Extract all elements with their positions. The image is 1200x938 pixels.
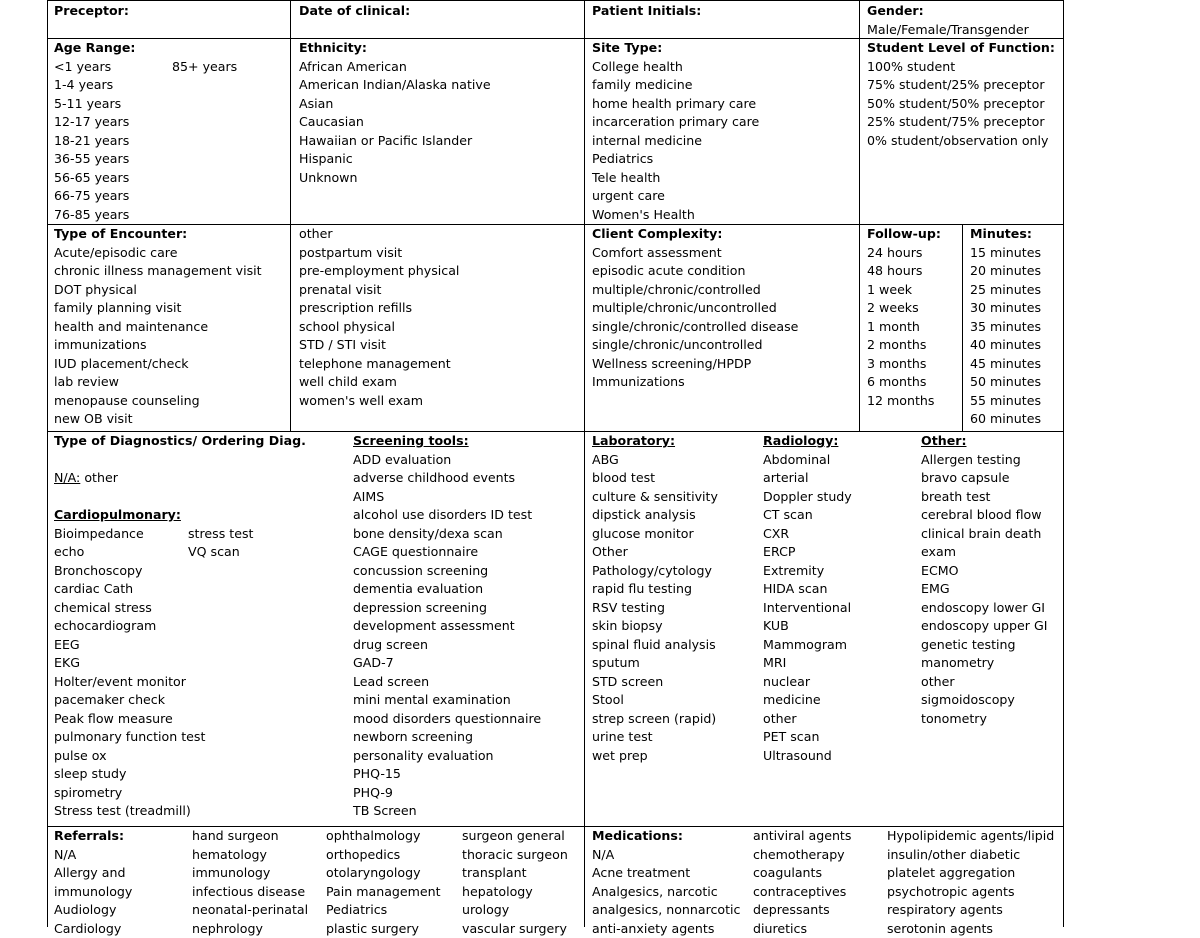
list-item: medicine	[763, 691, 852, 710]
list-item: RSV testing	[592, 599, 718, 618]
list-item: 1 month	[867, 318, 941, 337]
list-item: dementia evaluation	[353, 580, 541, 599]
list-item: single/chronic/controlled disease	[592, 318, 798, 337]
list-item: Ultrasound	[763, 747, 852, 766]
age-range-first-line	[54, 58, 135, 77]
ethnicity-list	[299, 58, 491, 188]
list-item: concussion screening	[353, 562, 541, 581]
list-item: Cardiology	[54, 920, 132, 938]
list-item: pacemaker check	[54, 691, 306, 710]
list-item: echocardiogram	[54, 617, 306, 636]
followup-label: Follow-up:	[867, 225, 941, 244]
list-item: 12 months	[867, 392, 941, 411]
list-item: development assessment	[353, 617, 541, 636]
list-item: cerebral blood flow	[921, 506, 1047, 525]
list-item: 50 minutes	[970, 373, 1041, 392]
list-item: PHQ-15	[353, 765, 541, 784]
list-item: 1 week	[867, 281, 941, 300]
list-item: HIDA scan	[763, 580, 852, 599]
age-range-cell	[54, 39, 135, 224]
list-item: urology	[462, 901, 568, 920]
list-item: pre-employment physical	[299, 262, 459, 281]
list-item: PET scan	[763, 728, 852, 747]
list-item: otolaryngology	[326, 864, 441, 883]
list-item: menopause counseling	[54, 392, 262, 411]
list-item: wet prep	[592, 747, 718, 766]
list-item: TB Screen	[353, 802, 541, 821]
list-item: mood disorders questionnaire	[353, 710, 541, 729]
age-range-item: 56-65 years	[54, 169, 135, 188]
complexity-cell	[592, 225, 798, 392]
list-item: bone density/dexa scan	[353, 525, 541, 544]
list-item: home health primary care	[592, 95, 759, 114]
screening-label: Screening tools:	[353, 432, 541, 451]
list-item: chemical stress	[54, 599, 306, 618]
list-item: 6 months	[867, 373, 941, 392]
laboratory-label: Laboratory:	[592, 432, 718, 451]
laboratory-list	[592, 451, 718, 766]
age-range-item: 66-75 years	[54, 187, 135, 206]
age-range-list	[54, 76, 135, 224]
list-item: nuclear	[763, 673, 852, 692]
list-item: glucose monitor	[592, 525, 718, 544]
list-item: surgeon general	[462, 827, 568, 846]
list-item: postpartum visit	[299, 244, 459, 263]
list-item: 2 months	[867, 336, 941, 355]
list-item: Pediatrics	[592, 150, 759, 169]
list-item: 55 minutes	[970, 392, 1041, 411]
list-item: 60 minutes	[970, 410, 1041, 429]
list-item: sigmoidoscopy	[921, 691, 1047, 710]
list-item: ophthalmology	[326, 827, 441, 846]
list-item: Lead screen	[353, 673, 541, 692]
list-item: VQ scan	[188, 543, 240, 562]
minutes-label: Minutes:	[970, 225, 1041, 244]
list-item: hematology	[192, 846, 308, 865]
list-item: chemotherapy	[753, 846, 851, 865]
radiology-label: Radiology:	[763, 432, 852, 451]
list-item: thoracic surgeon	[462, 846, 568, 865]
list-item: CXR	[763, 525, 852, 544]
list-item: pulse ox	[54, 747, 306, 766]
encounter-cell	[54, 225, 262, 429]
list-item: 35 minutes	[970, 318, 1041, 337]
list-item: 30 minutes	[970, 299, 1041, 318]
list-item: N/A	[592, 846, 740, 865]
student-level-cell	[867, 39, 1055, 150]
age-range-item: 1-4 years	[54, 76, 135, 95]
radiology-cell	[763, 432, 852, 765]
list-item: AIMS	[353, 488, 541, 507]
medications-list-3	[887, 827, 1054, 938]
list-item: Holter/event monitor	[54, 673, 306, 692]
list-item: Stress test (treadmill)	[54, 802, 306, 821]
list-item: IUD placement/check	[54, 355, 262, 374]
list-item: STD / STI visit	[299, 336, 459, 355]
column-divider	[962, 224, 963, 431]
list-item: anti-anxiety agents	[592, 920, 740, 938]
list-item: N/A	[54, 846, 132, 865]
table-border-left	[47, 0, 48, 927]
list-item: other	[763, 710, 852, 729]
list-item: breath test	[921, 488, 1047, 507]
list-item: Allergy and	[54, 864, 132, 883]
list-item: respiratory agents	[887, 901, 1054, 920]
list-item: 48 hours	[867, 262, 941, 281]
list-item: PHQ-9	[353, 784, 541, 803]
referrals-col-1	[54, 827, 132, 938]
list-item: Women's Health	[592, 206, 759, 225]
list-item: internal medicine	[592, 132, 759, 151]
radiology-list	[763, 451, 852, 766]
list-item: multiple/chronic/uncontrolled	[592, 299, 798, 318]
cardiopulmonary-label: Cardiopulmonary:	[54, 506, 306, 525]
referrals-list-4	[462, 827, 568, 938]
list-item: prenatal visit	[299, 281, 459, 300]
list-item: immunizations	[54, 336, 262, 355]
list-item: 25 minutes	[970, 281, 1041, 300]
list-item: alcohol use disorders ID test	[353, 506, 541, 525]
list-item: KUB	[763, 617, 852, 636]
list-item: hand surgeon	[192, 827, 308, 846]
list-item: bravo capsule	[921, 469, 1047, 488]
list-item: spirometry	[54, 784, 306, 803]
list-item: 0% student/observation only	[867, 132, 1055, 151]
list-item: clinical brain death	[921, 525, 1047, 544]
age-range-item: 12-17 years	[54, 113, 135, 132]
list-item: chronic illness management visit	[54, 262, 262, 281]
list-item: drug screen	[353, 636, 541, 655]
list-item: Mammogram	[763, 636, 852, 655]
medications-label: Medications:	[592, 827, 740, 846]
list-item: transplant	[462, 864, 568, 883]
screening-list	[353, 451, 541, 821]
list-item: Pain management	[326, 883, 441, 902]
list-item: prescription refills	[299, 299, 459, 318]
list-item: 75% student/25% preceptor	[867, 76, 1055, 95]
list-item: episodic acute condition	[592, 262, 798, 281]
list-item: Abdominal	[763, 451, 852, 470]
list-item: Allergen testing	[921, 451, 1047, 470]
list-item: contraceptives	[753, 883, 851, 902]
list-item: immunology	[192, 864, 308, 883]
medications-col-2	[753, 827, 851, 938]
list-item: 15 minutes	[970, 244, 1041, 263]
list-item: manometry	[921, 654, 1047, 673]
list-item: Hawaiian or Pacific Islander	[299, 132, 491, 151]
age-range-item: 5-11 years	[54, 95, 135, 114]
complexity-list	[592, 244, 798, 392]
list-item: Audiology	[54, 901, 132, 920]
list-item: urine test	[592, 728, 718, 747]
list-item: 3 months	[867, 355, 941, 374]
list-item: tonometry	[921, 710, 1047, 729]
site-type-label: Site Type:	[592, 39, 759, 58]
column-divider	[290, 0, 291, 431]
list-item: 45 minutes	[970, 355, 1041, 374]
medications-col-3	[887, 827, 1054, 938]
encounter-list-2	[299, 225, 459, 410]
table-border-top	[47, 0, 1064, 1]
list-item: Pediatrics	[326, 901, 441, 920]
list-item: personality evaluation	[353, 747, 541, 766]
list-item: other	[299, 225, 459, 244]
referrals-list-1	[54, 846, 132, 938]
age-range-item: 36-55 years	[54, 150, 135, 169]
list-item: psychotropic agents	[887, 883, 1054, 902]
diagnostics-label: Type of Diagnostics/ Ordering Diag.	[54, 432, 306, 451]
cardiopulmonary-pairs	[54, 525, 306, 562]
list-item: mini mental examination	[353, 691, 541, 710]
list-item: 100% student	[867, 58, 1055, 77]
age-range-item: 18-21 years	[54, 132, 135, 151]
list-item: STD screen	[592, 673, 718, 692]
list-item: 24 hours	[867, 244, 941, 263]
cardiopulmonary-pair	[54, 525, 306, 544]
ethnicity-cell	[299, 39, 491, 187]
list-item: endoscopy lower GI	[921, 599, 1047, 618]
na-line	[54, 469, 306, 488]
list-item: Caucasian	[299, 113, 491, 132]
list-item: orthopedics	[326, 846, 441, 865]
referrals-list-3	[326, 827, 441, 938]
list-item: skin biopsy	[592, 617, 718, 636]
list-item: Analgesics, narcotic	[592, 883, 740, 902]
clinical-log-form	[47, 0, 1064, 927]
list-item: Bioimpedance	[54, 526, 144, 541]
list-item: College health	[592, 58, 759, 77]
list-item: multiple/chronic/controlled	[592, 281, 798, 300]
ethnicity-label: Ethnicity:	[299, 39, 491, 58]
list-item: Unknown	[299, 169, 491, 188]
list-item: ADD evaluation	[353, 451, 541, 470]
minutes-cell	[970, 225, 1041, 429]
list-item: arterial	[763, 469, 852, 488]
list-item: plastic surgery	[326, 920, 441, 938]
list-item: Hispanic	[299, 150, 491, 169]
list-item: 25% student/75% preceptor	[867, 113, 1055, 132]
list-item: GAD-7	[353, 654, 541, 673]
list-item: EEG	[54, 636, 306, 655]
column-divider	[859, 0, 860, 431]
medications-col-1	[592, 827, 740, 938]
followup-cell	[867, 225, 941, 410]
list-item: ERCP	[763, 543, 852, 562]
medications-list-2	[753, 827, 851, 938]
encounter-cell-2	[299, 225, 459, 410]
list-item: Immunizations	[592, 373, 798, 392]
list-item: neonatal-perinatal	[192, 901, 308, 920]
list-item: 50% student/50% preceptor	[867, 95, 1055, 114]
list-item: Wellness screening/HPDP	[592, 355, 798, 374]
list-item: dipstick analysis	[592, 506, 718, 525]
list-item: Asian	[299, 95, 491, 114]
list-item: telephone management	[299, 355, 459, 374]
list-item: genetic testing	[921, 636, 1047, 655]
list-item: Peak flow measure	[54, 710, 306, 729]
referrals-col-3	[326, 827, 441, 938]
list-item: culture & sensitivity	[592, 488, 718, 507]
list-item: nephrology	[192, 920, 308, 938]
age-under-1: <1 years	[54, 59, 111, 74]
list-item: well child exam	[299, 373, 459, 392]
list-item: Hypolipidemic agents/lipid	[887, 827, 1054, 846]
list-item: DOT physical	[54, 281, 262, 300]
list-item: hepatology	[462, 883, 568, 902]
laboratory-cell	[592, 432, 718, 765]
list-item: 2 weeks	[867, 299, 941, 318]
list-item: Pathology/cytology	[592, 562, 718, 581]
age-range-label: Age Range:	[54, 39, 135, 58]
site-type-cell	[592, 39, 759, 224]
list-item: CAGE questionnaire	[353, 543, 541, 562]
referrals-list-2	[192, 827, 308, 938]
medications-list-1	[592, 846, 740, 938]
na-label: N/A:	[54, 470, 80, 485]
list-item: serotonin agents	[887, 920, 1054, 938]
referrals-col-2	[192, 827, 308, 938]
list-item: Comfort assessment	[592, 244, 798, 263]
list-item: other	[921, 673, 1047, 692]
list-item: diuretics	[753, 920, 851, 938]
list-item: health and maintenance	[54, 318, 262, 337]
list-item: exam	[921, 543, 1047, 562]
other-label: Other:	[921, 432, 1047, 451]
cardiopulmonary-pair	[54, 543, 306, 562]
list-item: platelet aggregation	[887, 864, 1054, 883]
student-level-list	[867, 58, 1055, 151]
patient-initials-label: Patient Initials:	[592, 2, 701, 21]
age-range-item: 76-85 years	[54, 206, 135, 225]
na-value: other	[80, 470, 118, 485]
complexity-label: Client Complexity:	[592, 225, 798, 244]
list-item: Bronchoscopy	[54, 562, 306, 581]
list-item: 20 minutes	[970, 262, 1041, 281]
list-item: Tele health	[592, 169, 759, 188]
list-item: EMG	[921, 580, 1047, 599]
list-item: pulmonary function test	[54, 728, 306, 747]
list-item: Interventional	[763, 599, 852, 618]
list-item: depression screening	[353, 599, 541, 618]
list-item: infectious disease	[192, 883, 308, 902]
list-item: school physical	[299, 318, 459, 337]
list-item: spinal fluid analysis	[592, 636, 718, 655]
list-item: Doppler study	[763, 488, 852, 507]
list-item: EKG	[54, 654, 306, 673]
list-item: urgent care	[592, 187, 759, 206]
list-item: sputum	[592, 654, 718, 673]
list-item: newborn screening	[353, 728, 541, 747]
list-item: family medicine	[592, 76, 759, 95]
followup-list	[867, 244, 941, 411]
table-border-right	[1063, 0, 1064, 927]
cardiopulmonary-list	[54, 562, 306, 821]
encounter-label: Type of Encounter:	[54, 225, 262, 244]
student-level-label: Student Level of Function:	[867, 39, 1055, 58]
gender-options: Male/Female/Transgender	[867, 21, 1029, 40]
list-item: 40 minutes	[970, 336, 1041, 355]
list-item: African American	[299, 58, 491, 77]
list-item: Extremity	[763, 562, 852, 581]
encounter-list	[54, 244, 262, 429]
gender-label: Gender:	[867, 2, 1029, 21]
site-type-list	[592, 58, 759, 225]
list-item: analgesics, nonnarcotic	[592, 901, 740, 920]
list-item: Other	[592, 543, 718, 562]
list-item: ECMO	[921, 562, 1047, 581]
list-item: sleep study	[54, 765, 306, 784]
diagnostics-cell	[54, 432, 306, 821]
list-item: MRI	[763, 654, 852, 673]
list-item: vascular surgery	[462, 920, 568, 938]
gender-cell	[867, 2, 1029, 39]
list-item: new OB visit	[54, 410, 262, 429]
list-item: women's well exam	[299, 392, 459, 411]
other-list	[921, 451, 1047, 729]
list-item: insulin/other diabetic	[887, 846, 1054, 865]
referrals-label: Referrals:	[54, 827, 132, 846]
list-item: incarceration primary care	[592, 113, 759, 132]
list-item: family planning visit	[54, 299, 262, 318]
column-divider	[584, 0, 585, 927]
list-item: American Indian/Alaska native	[299, 76, 491, 95]
list-item: coagulants	[753, 864, 851, 883]
preceptor-label: Preceptor:	[54, 2, 129, 21]
screening-cell	[353, 432, 541, 821]
list-item: antiviral agents	[753, 827, 851, 846]
list-item: strep screen (rapid)	[592, 710, 718, 729]
list-item: blood test	[592, 469, 718, 488]
age-85-plus: 85+ years	[172, 58, 237, 77]
other-diagnostics-cell	[921, 432, 1047, 728]
list-item: adverse childhood events	[353, 469, 541, 488]
referrals-col-4	[462, 827, 568, 938]
list-item: Stool	[592, 691, 718, 710]
list-item: rapid flu testing	[592, 580, 718, 599]
list-item: Acute/episodic care	[54, 244, 262, 263]
list-item: immunology	[54, 883, 132, 902]
list-item: single/chronic/uncontrolled	[592, 336, 798, 355]
minutes-list	[970, 244, 1041, 429]
list-item: echo	[54, 544, 84, 559]
list-item: stress test	[188, 525, 253, 544]
list-item: depressants	[753, 901, 851, 920]
list-item: CT scan	[763, 506, 852, 525]
list-item: ABG	[592, 451, 718, 470]
list-item: Acne treatment	[592, 864, 740, 883]
list-item: lab review	[54, 373, 262, 392]
list-item: cardiac Cath	[54, 580, 306, 599]
list-item: endoscopy upper GI	[921, 617, 1047, 636]
date-of-clinical-label: Date of clinical:	[299, 2, 410, 21]
